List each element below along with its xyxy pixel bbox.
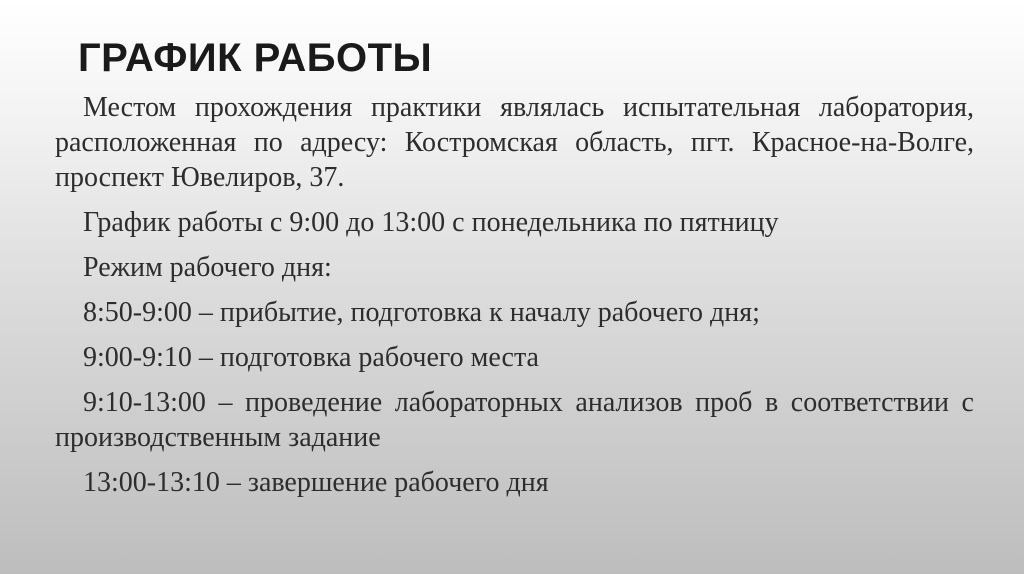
paragraph-workplace-prep: 9:00-9:10 – подготовка рабочего места <box>83 342 539 373</box>
paragraph-schedule: График работы с 9:00 до 13:00 с понедельника по пятницу <box>83 207 779 238</box>
slide-body <box>55 90 974 510</box>
paragraph-end-of-day: 13:00-13:10 – завершение рабочего дня <box>83 467 549 498</box>
paragraph-day-mode: Режим рабочего дня: <box>83 252 332 283</box>
paragraph-arrival: 8:50-9:00 – прибытие, подготовка к началу рабочего дня; <box>83 297 760 328</box>
slide-title: ГРАФИК РАБОТЫ <box>78 36 433 80</box>
paragraph-location: Местом прохождения практики являлась испытательная лаборатория, расположенная по адресу: Костромская область, пгт. Красное-на-Волге, проспект Ювелиров, 37. <box>55 92 974 193</box>
paragraph-analysis: 9:10-13:00 – проведение лабораторных анализов проб в соответствии с производственным задание <box>55 387 974 453</box>
